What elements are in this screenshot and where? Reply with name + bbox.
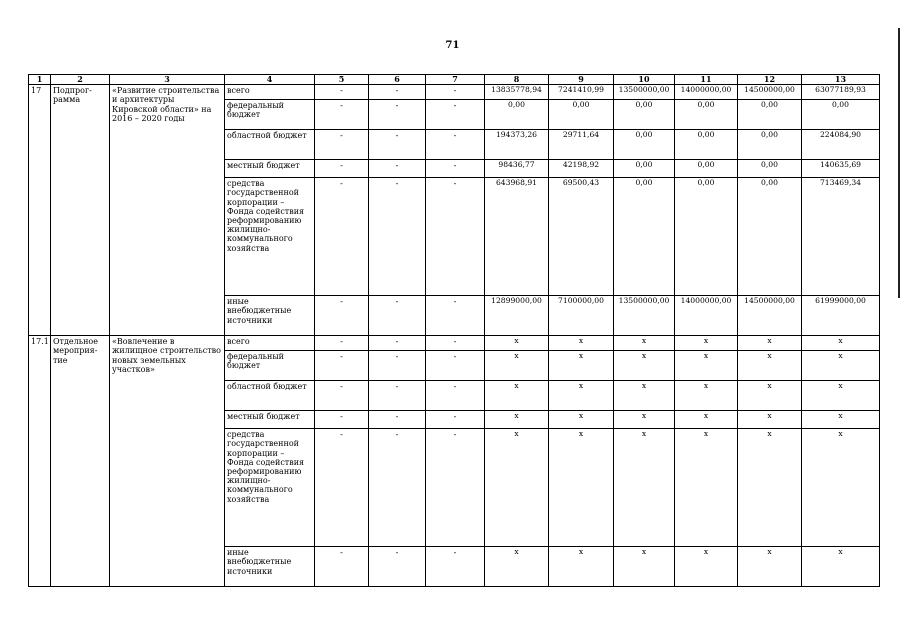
header-cell: 2 — [51, 75, 110, 85]
amount-cell: x — [675, 429, 738, 547]
amount-cell: 98436,77 — [485, 160, 549, 178]
amount-cell: 0,00 — [738, 178, 802, 296]
amount-cell: 713469,34 — [802, 178, 880, 296]
amount-cell: x — [738, 547, 802, 587]
budget-table — [28, 74, 880, 587]
amount-cell: x — [549, 351, 614, 381]
amount-cell: x — [675, 381, 738, 411]
dash-cell: - — [426, 178, 485, 296]
header-cell: 6 — [369, 75, 426, 85]
section-number: 17.1 — [29, 336, 51, 587]
amount-cell: x — [675, 547, 738, 587]
header-cell: 12 — [738, 75, 802, 85]
amount-cell: x — [738, 411, 802, 429]
amount-cell: 14500000,00 — [738, 85, 802, 100]
amount-cell: x — [485, 411, 549, 429]
amount-cell: x — [675, 351, 738, 381]
amount-cell: x — [614, 336, 675, 351]
amount-cell: 0,00 — [675, 100, 738, 130]
amount-cell: x — [614, 429, 675, 547]
amount-cell: x — [802, 411, 880, 429]
dash-cell: - — [315, 381, 369, 411]
dash-cell: - — [369, 336, 426, 351]
funding-source-label: федеральный бюджет — [225, 351, 315, 381]
amount-cell: x — [485, 351, 549, 381]
dash-cell: - — [369, 100, 426, 130]
section-name: «Вовлечение в жилищное строительство новых земельных участков» — [110, 336, 225, 587]
section-type: Отдельное мероприя- тие — [51, 336, 110, 587]
amount-cell: x — [614, 547, 675, 587]
dash-cell: - — [315, 100, 369, 130]
amount-cell: 0,00 — [614, 100, 675, 130]
header-cell: 5 — [315, 75, 369, 85]
dash-cell: - — [426, 100, 485, 130]
funding-source-label: средства государственной корпорации – Фонда содействия реформированию жилищно-коммунального хозяйства — [225, 178, 315, 296]
amount-cell: x — [485, 547, 549, 587]
amount-cell: 0,00 — [549, 100, 614, 130]
amount-cell: x — [549, 381, 614, 411]
amount-cell: 194373,26 — [485, 130, 549, 160]
page-edge-line — [898, 28, 900, 298]
header-cell: 11 — [675, 75, 738, 85]
header-cell: 13 — [802, 75, 880, 85]
amount-cell: 7241410,99 — [549, 85, 614, 100]
dash-cell: - — [369, 411, 426, 429]
amount-cell: x — [802, 547, 880, 587]
amount-cell: 140635,69 — [802, 160, 880, 178]
amount-cell: x — [549, 429, 614, 547]
amount-cell: 63077189,93 — [802, 85, 880, 100]
amount-cell: 61999000,00 — [802, 296, 880, 336]
amount-cell: x — [614, 411, 675, 429]
dash-cell: - — [315, 178, 369, 296]
amount-cell: 14000000,00 — [675, 296, 738, 336]
funding-source-label: местный бюджет — [225, 160, 315, 178]
amount-cell: x — [802, 429, 880, 547]
amount-cell: x — [485, 429, 549, 547]
amount-cell: x — [485, 381, 549, 411]
header-cell: 1 — [29, 75, 51, 85]
dash-cell: - — [315, 336, 369, 351]
dash-cell: - — [369, 381, 426, 411]
amount-cell: 0,00 — [738, 100, 802, 130]
dash-cell: - — [369, 160, 426, 178]
funding-source-label: федеральный бюджет — [225, 100, 315, 130]
dash-cell: - — [426, 381, 485, 411]
dash-cell: - — [426, 296, 485, 336]
amount-cell: 643968,91 — [485, 178, 549, 296]
section-number: 17 — [29, 85, 51, 336]
dash-cell: - — [369, 130, 426, 160]
funding-source-label: иные внебюджетные источники — [225, 547, 315, 587]
dash-cell: - — [369, 351, 426, 381]
dash-cell: - — [426, 130, 485, 160]
amount-cell: x — [614, 351, 675, 381]
funding-source-label: областной бюджет — [225, 130, 315, 160]
dash-cell: - — [315, 85, 369, 100]
amount-cell: 12899000,00 — [485, 296, 549, 336]
header-cell: 4 — [225, 75, 315, 85]
funding-source-label: иные внебюджетные источники — [225, 296, 315, 336]
amount-cell: 13500000,00 — [614, 296, 675, 336]
amount-cell: x — [675, 411, 738, 429]
amount-cell: 0,00 — [738, 130, 802, 160]
amount-cell: 0,00 — [614, 178, 675, 296]
funding-source-label: областной бюджет — [225, 381, 315, 411]
amount-cell: x — [738, 381, 802, 411]
amount-cell: 0,00 — [614, 160, 675, 178]
funding-source-label: средства государственной корпорации – Фонда содействия реформированию жилищно-коммунального хозяйства — [225, 429, 315, 547]
dash-cell: - — [315, 351, 369, 381]
section-name: «Развитие строительства и архитектуры Кировской области» на 2016 – 2020 годы — [110, 85, 225, 336]
amount-cell: 0,00 — [675, 160, 738, 178]
dash-cell: - — [315, 296, 369, 336]
amount-cell: 0,00 — [675, 178, 738, 296]
amount-cell: 7100000,00 — [549, 296, 614, 336]
header-cell: 8 — [485, 75, 549, 85]
amount-cell: 14000000,00 — [675, 85, 738, 100]
table-row — [29, 336, 880, 351]
amount-cell: 13500000,00 — [614, 85, 675, 100]
dash-cell: - — [315, 411, 369, 429]
header-row — [29, 75, 880, 85]
amount-cell: x — [485, 336, 549, 351]
amount-cell: 0,00 — [802, 100, 880, 130]
funding-source-label: местный бюджет — [225, 411, 315, 429]
amount-cell: x — [738, 351, 802, 381]
amount-cell: x — [549, 547, 614, 587]
dash-cell: - — [369, 296, 426, 336]
amount-cell: x — [802, 336, 880, 351]
header-cell: 3 — [110, 75, 225, 85]
amount-cell: 0,00 — [675, 130, 738, 160]
dash-cell: - — [426, 85, 485, 100]
dash-cell: - — [426, 160, 485, 178]
header-cell: 10 — [614, 75, 675, 85]
amount-cell: x — [549, 411, 614, 429]
dash-cell: - — [369, 178, 426, 296]
amount-cell: x — [614, 381, 675, 411]
dash-cell: - — [369, 85, 426, 100]
table-row — [29, 85, 880, 100]
amount-cell: x — [802, 351, 880, 381]
dash-cell: - — [426, 429, 485, 547]
amount-cell: 29711,64 — [549, 130, 614, 160]
amount-cell: 69500,43 — [549, 178, 614, 296]
dash-cell: - — [369, 547, 426, 587]
funding-source-label: всего — [225, 336, 315, 351]
header-cell: 9 — [549, 75, 614, 85]
amount-cell: 13835778,94 — [485, 85, 549, 100]
amount-cell: 224084,90 — [802, 130, 880, 160]
amount-cell: 42198,92 — [549, 160, 614, 178]
dash-cell: - — [426, 547, 485, 587]
dash-cell: - — [315, 160, 369, 178]
dash-cell: - — [426, 351, 485, 381]
amount-cell: x — [549, 336, 614, 351]
amount-cell: x — [675, 336, 738, 351]
header-cell: 7 — [426, 75, 485, 85]
amount-cell: 14500000,00 — [738, 296, 802, 336]
dash-cell: - — [315, 429, 369, 547]
dash-cell: - — [315, 547, 369, 587]
section-type: Подпрог- рамма — [51, 85, 110, 336]
dash-cell: - — [369, 429, 426, 547]
amount-cell: 0,00 — [738, 160, 802, 178]
amount-cell: 0,00 — [614, 130, 675, 160]
dash-cell: - — [426, 411, 485, 429]
amount-cell: x — [802, 381, 880, 411]
dash-cell: - — [426, 336, 485, 351]
dash-cell: - — [315, 130, 369, 160]
funding-source-label: всего — [225, 85, 315, 100]
page-number: 71 — [445, 40, 460, 51]
amount-cell: x — [738, 429, 802, 547]
amount-cell: x — [738, 336, 802, 351]
amount-cell: 0,00 — [485, 100, 549, 130]
